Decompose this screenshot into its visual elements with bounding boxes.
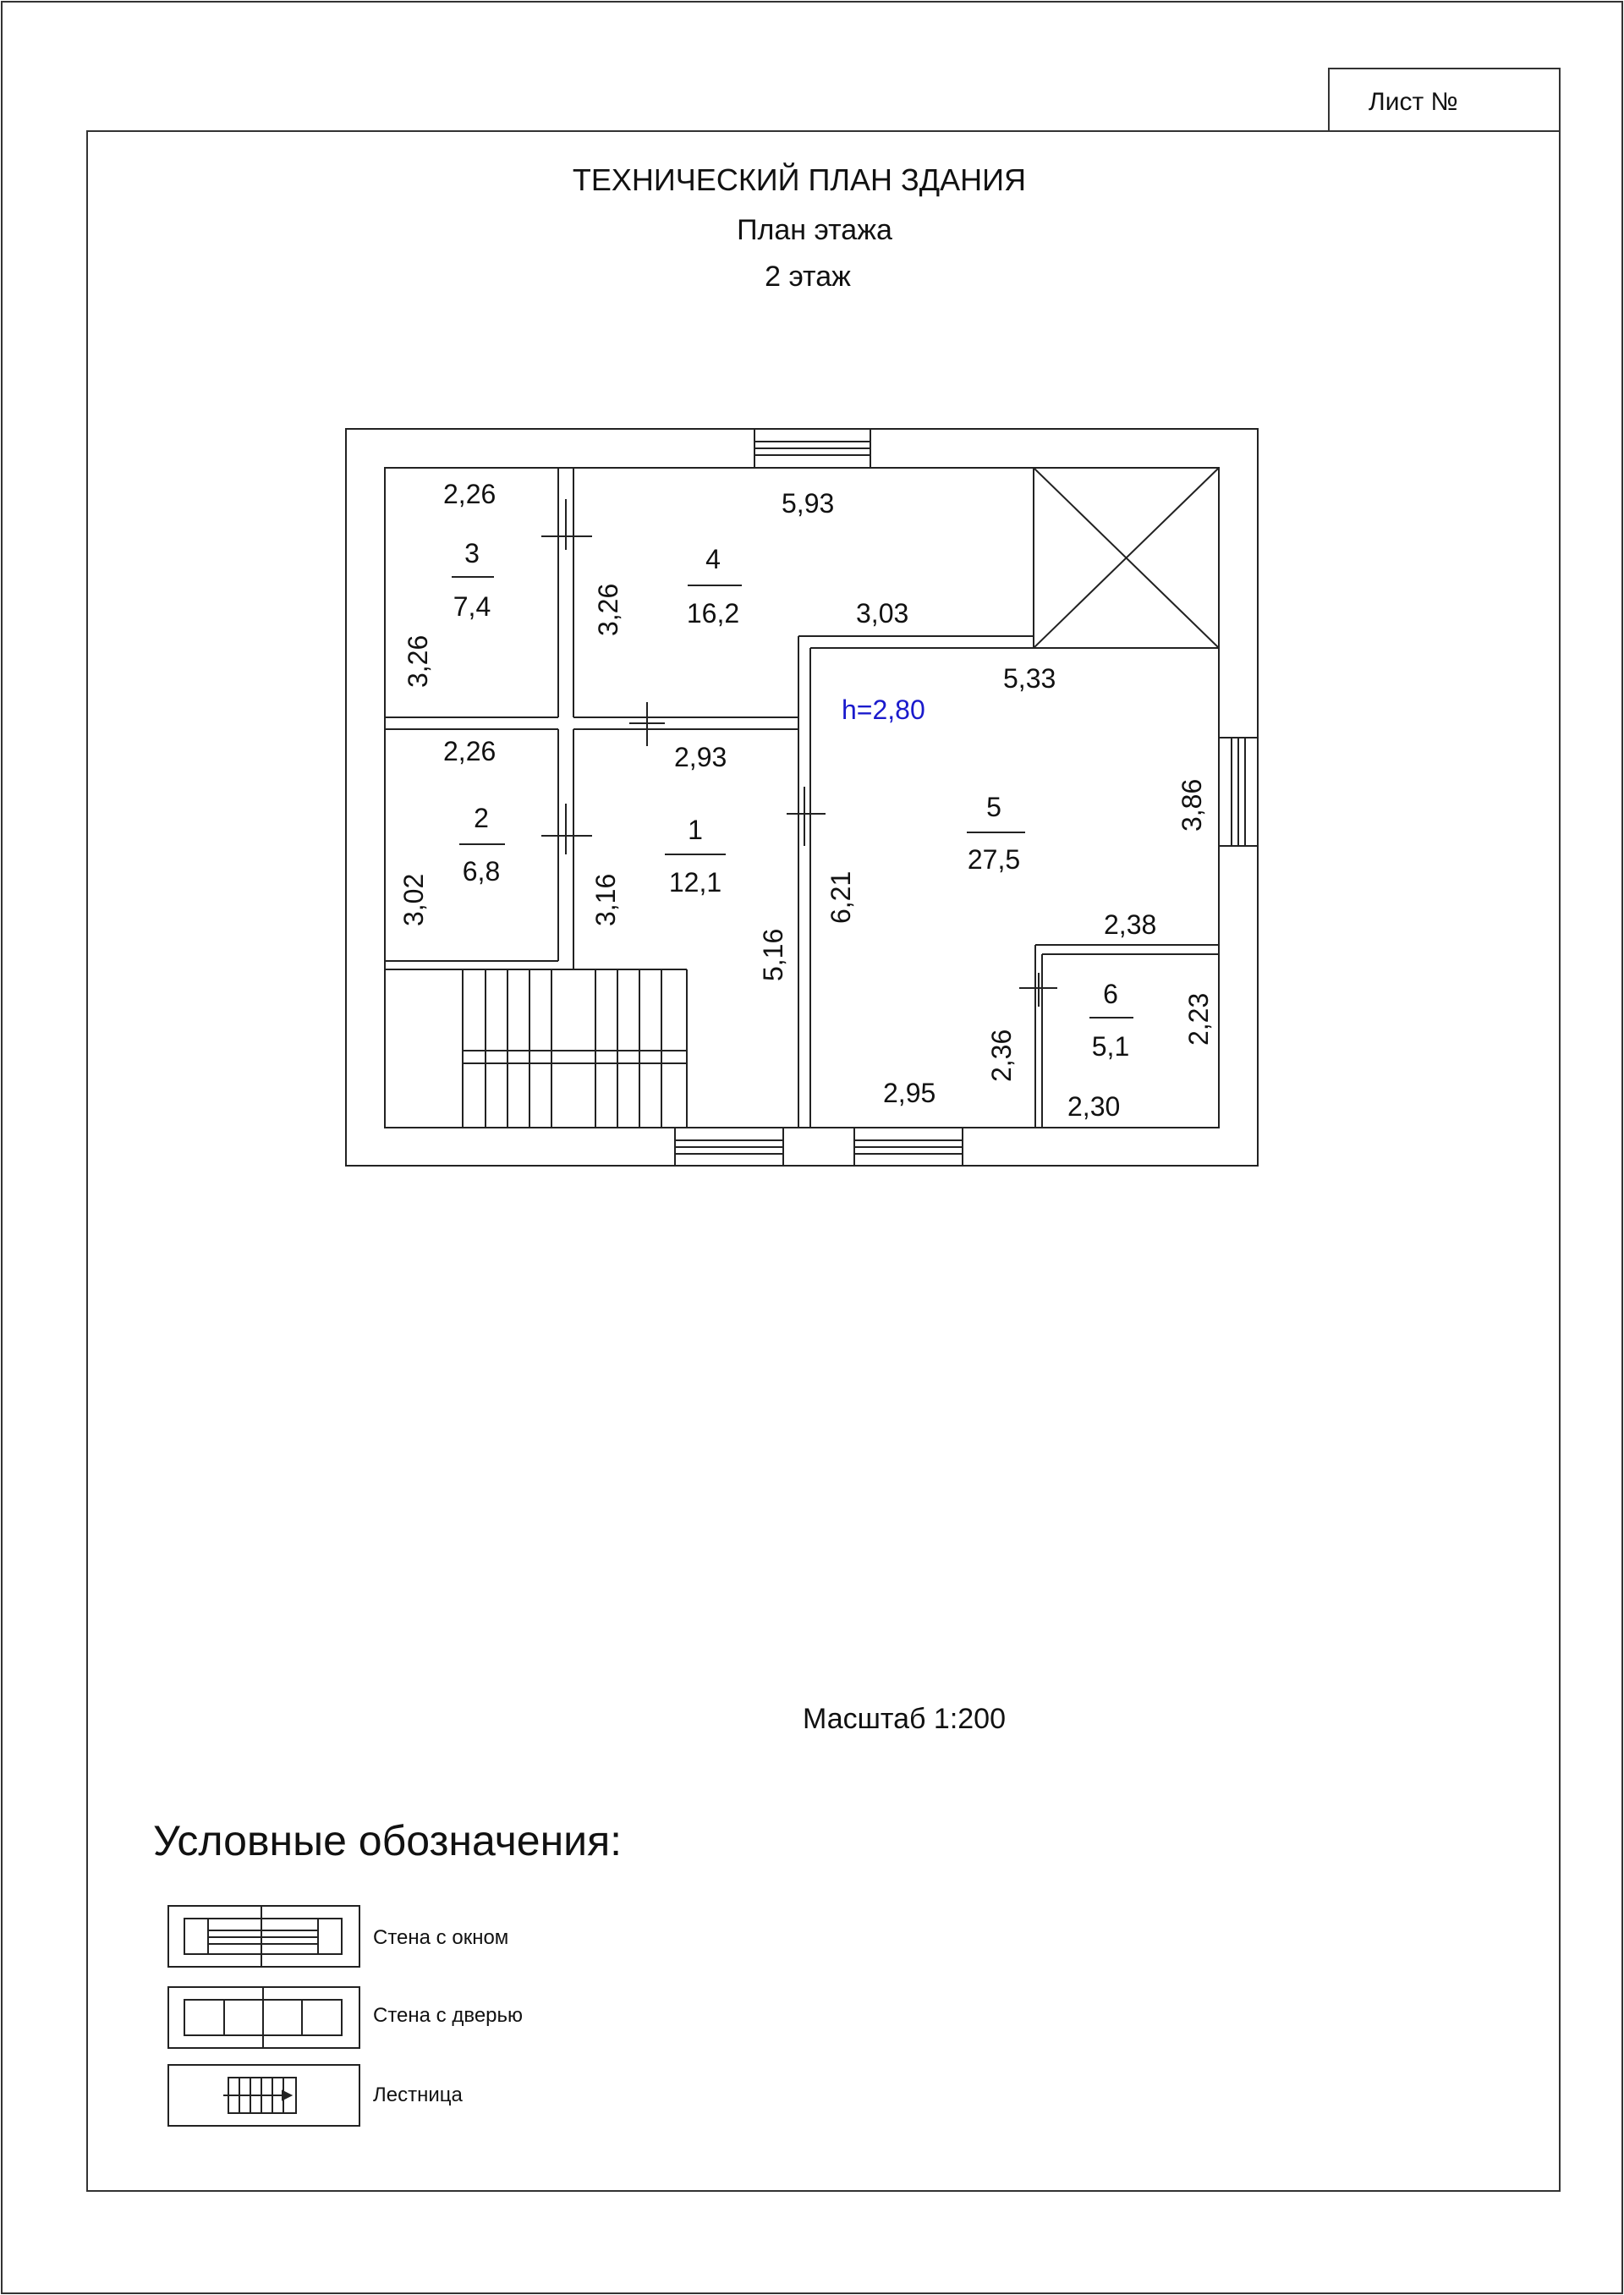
- staircase-icon: [168, 2065, 359, 2126]
- dim-room5-lower-left: 2,36: [986, 1029, 1017, 1082]
- room-6-number: 6: [1103, 979, 1118, 1009]
- dim-room1-width: 2,93: [674, 742, 727, 772]
- room-1-area: 12,1: [668, 867, 722, 898]
- scale-label: Масштаб 1:200: [803, 1703, 1006, 1735]
- dim-room6-right: 2,23: [1183, 992, 1214, 1046]
- dim-room3-height: 3,26: [403, 634, 433, 688]
- window-bottom-right: [854, 1128, 963, 1166]
- room-6-area: 5,1: [1091, 1031, 1130, 1062]
- dim-room6-top: 2,38: [1104, 909, 1157, 940]
- dim-room2-width: 2,26: [443, 736, 497, 766]
- dim-room6-bottom: 2,30: [1067, 1091, 1121, 1122]
- room-3-area: 7,4: [453, 591, 491, 622]
- room-4-area: 16,2: [686, 598, 740, 629]
- window-bottom-left: [675, 1128, 783, 1166]
- dim-room5-top: 5,33: [1003, 663, 1056, 694]
- outer-wall-inner-edge: [385, 468, 1219, 1128]
- room-5-area: 27,5: [967, 844, 1021, 875]
- floor-label: 2 этаж: [765, 261, 851, 293]
- room-5-number: 5: [986, 792, 1001, 822]
- room-3-number: 3: [464, 538, 480, 568]
- dim-room5-bottom: 2,95: [883, 1078, 936, 1108]
- dimension-labels: [398, 479, 1214, 1122]
- page-border: [2, 2, 1622, 2293]
- wall-with-window-icon: [168, 1906, 359, 1967]
- document-title: ТЕХНИЧЕСКИЙ ПЛАН ЗДАНИЯ: [572, 162, 1027, 197]
- window-top: [754, 429, 870, 468]
- dim-room2-height: 3,02: [398, 873, 429, 926]
- room-2-area: 6,8: [462, 856, 501, 887]
- dim-room4-top: 5,93: [782, 488, 835, 519]
- room-labels: [452, 538, 1133, 1062]
- document-subtitle: План этажа: [737, 214, 892, 246]
- sheet-number-label: Лист №: [1369, 88, 1458, 116]
- room-2-number: 2: [474, 803, 489, 833]
- ceiling-height-note: h=2,80: [842, 695, 925, 725]
- dim-room5-left: 6,21: [826, 870, 856, 924]
- legend-label-staircase: Лестница: [373, 2084, 463, 2106]
- legend-label-window: Стена с окном: [373, 1926, 509, 1949]
- legend-label-door: Стена с дверью: [373, 2004, 524, 2027]
- dim-room5-right: 3,86: [1177, 778, 1207, 832]
- room-4-number: 4: [705, 544, 721, 574]
- wall-with-door-icon: [168, 1987, 359, 2048]
- dim-room1-height: 3,16: [590, 873, 621, 926]
- room-1-number: 1: [688, 815, 703, 845]
- dim-room3-width: 2,26: [443, 479, 497, 509]
- legend-title: Условные обозначения:: [153, 1817, 623, 1864]
- dim-room4-bottom: 3,03: [856, 598, 909, 629]
- dim-room4-height: 3,26: [593, 583, 623, 636]
- dim-room1-full-height: 5,16: [758, 928, 788, 981]
- staircase: [463, 969, 687, 1128]
- window-right: [1219, 738, 1258, 846]
